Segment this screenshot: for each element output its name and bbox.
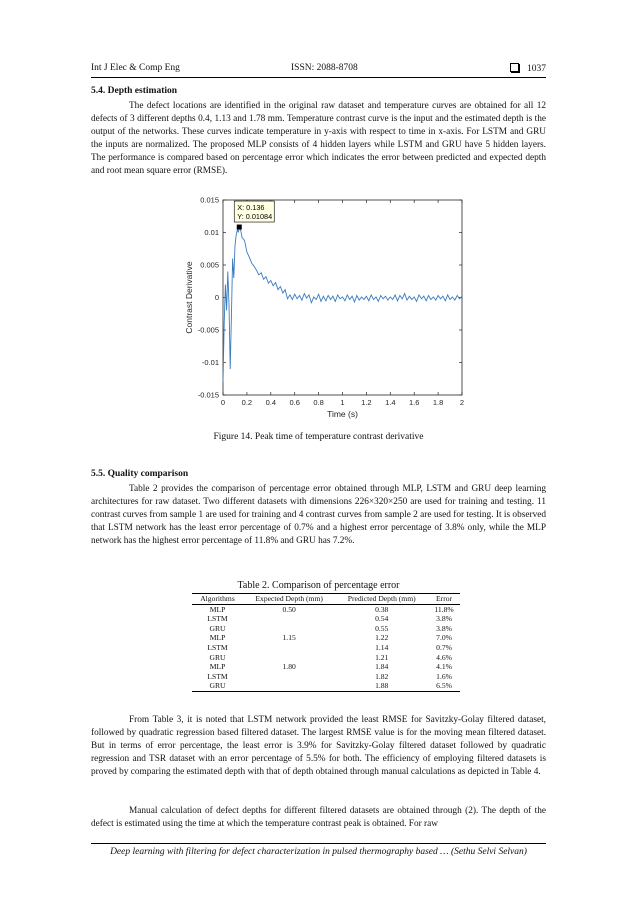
table-cell bbox=[243, 614, 335, 624]
x-tick-label: 0.8 bbox=[313, 398, 324, 407]
page-number: 1037 bbox=[527, 64, 546, 74]
running-header bbox=[91, 63, 546, 77]
table-row bbox=[192, 624, 460, 634]
checkbox-square-icon bbox=[510, 63, 519, 72]
table-cell: LSTM bbox=[207, 642, 228, 652]
x-axis-label: Time (s) bbox=[327, 409, 358, 419]
figure-14-caption: Figure 14. Peak time of temperature contrast derivative bbox=[213, 432, 424, 442]
table-cell: 1.6% bbox=[436, 671, 452, 681]
figure-14-chart bbox=[180, 190, 470, 425]
table-row bbox=[192, 633, 460, 643]
table-cell: GRU bbox=[209, 652, 226, 662]
table-cell: MLP bbox=[209, 604, 226, 614]
table-cell: GRU bbox=[192, 681, 243, 691]
table-cell: 0.54 bbox=[375, 614, 389, 624]
paragraph-table3-discussion: From Table 3, it is noted that LSTM network provided the least RMSE for Savitzky-Golay filtered dataset, followed by quadratic regression based filtered dataset. The largest RMSE value is for the moving mean filtered dataset. But in terms of error percentage, the least error is 3.9% for Savitzky-Golay filtered dataset followed by quadratic regression and TSR dataset with an error percentage of 5.5% for both. The efficiency of employing filtered datasets is proved by comparing the estimated depth with that of depth obtained through manual calculations as depicted in Table 4. bbox=[91, 715, 546, 778]
x-tick-label: 1 bbox=[340, 398, 345, 407]
table-cell: MLP bbox=[209, 633, 226, 643]
table-cell: 0.50 bbox=[282, 604, 296, 614]
table-cell: 6.5% bbox=[428, 681, 460, 691]
x-tick-label: 1.2 bbox=[361, 398, 372, 407]
y-tick-label: -0.015 bbox=[197, 390, 219, 400]
table-cell: 3.8% bbox=[436, 623, 452, 633]
table-row bbox=[192, 653, 460, 663]
table-cell bbox=[243, 681, 335, 691]
table-row bbox=[192, 643, 460, 653]
table-cell: 1.15 bbox=[282, 633, 296, 643]
table-row bbox=[192, 604, 460, 614]
table-header-cell: Predicted Depth (mm) bbox=[335, 594, 428, 605]
x-tick-label: 0.6 bbox=[289, 398, 300, 407]
table-cell: GRU bbox=[209, 623, 226, 633]
table-cell: 3.8% bbox=[436, 614, 452, 624]
table-cell: 4.6% bbox=[436, 652, 452, 662]
table-cell bbox=[243, 643, 335, 653]
x-tick-label: 0.4 bbox=[265, 398, 277, 407]
table-cell: MLP bbox=[209, 662, 226, 672]
table-cell: 7.0% bbox=[436, 633, 452, 643]
datatip-y-text: Y: 0.01084 bbox=[237, 212, 273, 222]
journal-name: Int J Elec & Comp Eng bbox=[91, 63, 180, 73]
y-tick-label: -0.005 bbox=[197, 325, 219, 335]
table-cell bbox=[243, 624, 335, 634]
x-tick-label: 0 bbox=[220, 398, 226, 407]
paragraph-manual-calculation: Manual calculation of defect depths for different filtered datasets are obtained through (2). The depth of the defect is estimated using the time at which the temperature contrast peak is obtained. For raw bbox=[91, 806, 546, 830]
table-header-cell: Algorithms bbox=[192, 594, 243, 605]
section-heading-quality-comparison: 5.5. Quality comparison bbox=[91, 469, 189, 479]
datatip-marker bbox=[237, 225, 242, 230]
table-cell: 4.1% bbox=[436, 662, 452, 672]
datatip-x-text: X: 0.136 bbox=[237, 203, 265, 213]
table-cell bbox=[243, 653, 335, 663]
running-footer: Deep learning with filtering for defect characterization in pulsed thermography based … (Sethu Selvi Selvan) bbox=[110, 847, 527, 857]
table-header-row bbox=[192, 594, 460, 605]
table-header-cell: Expected Depth (mm) bbox=[243, 594, 335, 605]
table-2-caption: Table 2. Comparison of percentage error bbox=[237, 580, 400, 591]
table-cell: 1.80 bbox=[282, 662, 296, 672]
y-tick-label: 0 bbox=[214, 293, 219, 303]
y-tick-label: -0.01 bbox=[201, 358, 219, 368]
y-tick-label: 0.005 bbox=[200, 260, 219, 270]
footer-rule bbox=[91, 843, 546, 844]
table-body bbox=[192, 604, 460, 691]
table-row bbox=[192, 614, 460, 624]
y-tick-label: 0.01 bbox=[204, 228, 219, 238]
y-axis-label: Contrast Derivative bbox=[184, 261, 194, 334]
table-cell: 1.82 bbox=[375, 671, 389, 681]
table-header-cell: Error bbox=[428, 594, 460, 605]
table-cell: 1.84 bbox=[375, 662, 389, 672]
table-row bbox=[192, 681, 460, 691]
x-tick-label: 2 bbox=[459, 398, 465, 407]
section-heading-depth-estimation: 5.4. Depth estimation bbox=[91, 86, 178, 96]
paragraph-quality-comparison: Table 2 provides the comparison of percentage error obtained through MLP, LSTM and GRU deep learning architectures for raw dataset. Two different datasets with dimensions 226×320×250 are used for training and testing. 11 contrast curves from sample 1 are used for training and 4 contrast curves from sample 2 are used for testing. It is observed that LSTM network has the least error percentage of 0.7% and a highest error percentage of 3.8% only, while the MLP network has the highest error percentage of 11.8% and GRU has 7.2%. bbox=[91, 484, 546, 547]
page-number-group bbox=[510, 63, 546, 74]
table-2 bbox=[192, 593, 460, 692]
table-cell bbox=[243, 672, 335, 682]
x-tick-label: 1.8 bbox=[432, 398, 444, 407]
x-tick-label: 1.6 bbox=[408, 398, 420, 407]
table-cell: 1.21 bbox=[375, 652, 389, 662]
x-tick-label: 0.2 bbox=[241, 398, 253, 407]
table-cell: 1.22 bbox=[375, 633, 389, 643]
table-cell: 1.88 bbox=[335, 681, 428, 691]
table-cell: 1.14 bbox=[375, 642, 389, 652]
table-cell: LSTM bbox=[207, 614, 228, 624]
y-tick-label: 0.015 bbox=[200, 195, 219, 205]
issn: ISSN: 2088-8708 bbox=[291, 63, 358, 73]
table-cell: 0.7% bbox=[436, 642, 452, 652]
table-cell: 0.55 bbox=[375, 623, 389, 633]
table-row bbox=[192, 662, 460, 672]
header-rule bbox=[91, 77, 546, 78]
table-cell: 0.38 bbox=[375, 604, 389, 614]
x-tick-label: 1.4 bbox=[385, 398, 396, 407]
chart-svg bbox=[180, 190, 470, 425]
table-cell: 11.8% bbox=[434, 604, 454, 614]
table-cell: LSTM bbox=[207, 671, 228, 681]
paragraph-depth-estimation: The defect locations are identified in the original raw dataset and temperature curves are obtained for all 12 defects of 3 different depths 0.4, 1.13 and 1.78 mm. Temperature contrast curve is the input and the estimated depth is the output of the networks. These curves indicate temperature in y-axis with respect to time in x-axis. For LSTM and GRU the inputs are normalized. The proposed MLP consists of 4 hidden layers while LSTM and GRU have 5 hidden layers. The performance is compared based on percentage error which indicates the error between predicted and expected depth and root mean square error (RMSE). bbox=[91, 101, 546, 177]
table-row bbox=[192, 672, 460, 682]
